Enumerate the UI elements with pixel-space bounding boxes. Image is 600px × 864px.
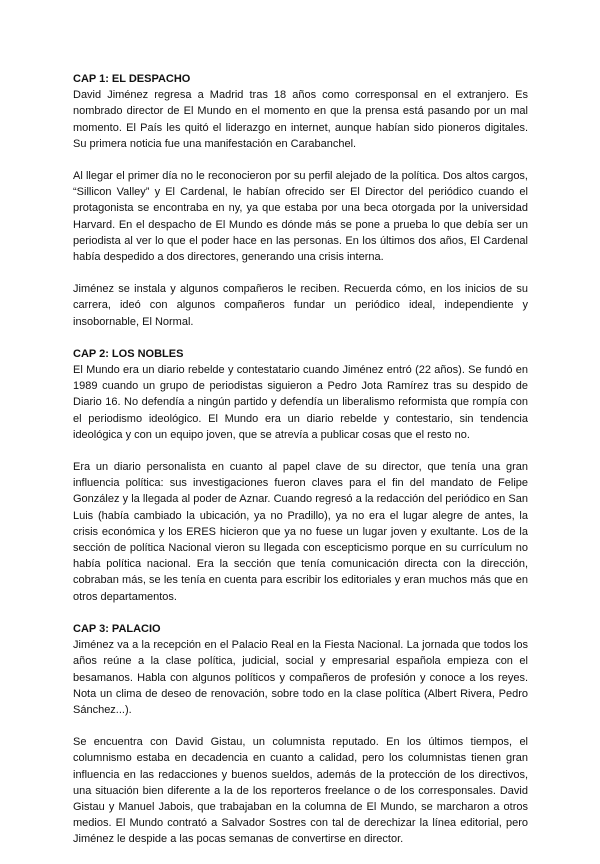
chapter-3 <box>73 621 528 848</box>
paragraph: Era un diario personalista en cuanto al papel clave de su director, que tenía una gran influencia política: sus investigaciones fueron claves para el fin del mandato de Felipe González y la llegada al poder de Aznar. Cuando regresó a la redacción del periódico en San Luis (había cambiado la ubicación, ya no Pradillo), ya no era el lugar alegre de antes, la crisis económica y los ERES hicieron que ya no fuese un lugar joven y exultante. Los de la sección de política Nacional vieron su llegada con escepticismo porque en su currículum no había política nacional. Era la sección que tenía comunicación directa con la dirección, cobraban más, se les tenía en cuenta para escribir los editoriales y eran muchos más que en otros departamentos. <box>73 461 528 603</box>
chapter-2 <box>73 346 528 605</box>
chapter-heading: CAP 3: PALACIO <box>73 622 161 635</box>
paragraph: Se encuentra con David Gistau, un columnista reputado. En los últimos tiempos, el columnismo estaba en decadencia en cuanto a calidad, pero los columnistas tienen gran influencia en las redacciones y buenos sueldos, además de la protección de los directivos, una situación bien diferente a la de los reporteros freelance o de los corresponsales. David Gistau y Manuel Jabois, que trabajaban en la columna de El Mundo, se marcharon a otros medios. El Mundo contrató a Salvador Sostres con tal de derechizar la línea editorial, pero Jiménez le despide a las pocas semanas de convertirse en director. <box>73 736 528 846</box>
paragraph: Jiménez va a la recepción en el Palacio Real en la Fiesta Nacional. La jornada que todos los años reúne a la clase política, judicial, social y empresarial española empieza con el besamanos. Habla con algunos políticos y compañeros de profesión y conoce a los reyes. Nota un clima de deseo de renovación, sobre todo en la clase política (Albert Rivera, Pedro Sánchez...). <box>73 639 528 716</box>
paragraph: David Jiménez regresa a Madrid tras 18 años como corresponsal en el extranjero. Es nombrado director de El Mundo en el momento en que la prensa está pasando por un mal momento. El País les quitó el liderazgo en internet, aunque habían sido pioneros digitales. Su primera noticia fue una manifestación en Carabanchel. <box>73 89 528 150</box>
paragraph: Jiménez se instala y algunos compañeros le reciben. Recuerda cómo, en los inicios de su carrera, ideó con algunos compañeros fundar un periódico ideal, independiente y insobornable, El Normal. <box>73 283 528 328</box>
chapter-heading: CAP 1: EL DESPACHO <box>73 73 191 85</box>
chapter-1 <box>73 71 528 330</box>
paragraph: Al llegar el primer día no le reconocieron por su perfil alejado de la política. Dos altos cargos, “Sillicon Valley” y El Cardenal, le habían ofrecido ser El Director del periódico cuando el protagonista se encontraba en ny, ya que estaba por una beca otorgada por la universidad Harvard. En el despacho de El Mundo es dónde más se pone a prueba lo que debía ser un periodista al ver lo que el poder hace en las personas. En los últimos dos años, El Cardenal había despedido a dos directores, generando una crisis interna. <box>73 170 528 264</box>
chapter-heading: CAP 2: LOS NOBLES <box>73 347 184 360</box>
paragraph: El Mundo era un diario rebelde y contestatario cuando Jiménez entró (22 años). Se fundó en 1989 cuando un grupo de periodistas siguieron a Pedro Jota Ramírez tras su despido de Diario 16. No defendía a ningún partido y defendía un liberalismo reformista que rompía con el periodismo ideológico. El Mundo era un diario rebelde y contestario, sin tendencia ideológica y con un equipo joven, que se atrevía a publicar cosas que el resto no. <box>73 364 528 441</box>
document-body <box>73 71 528 864</box>
